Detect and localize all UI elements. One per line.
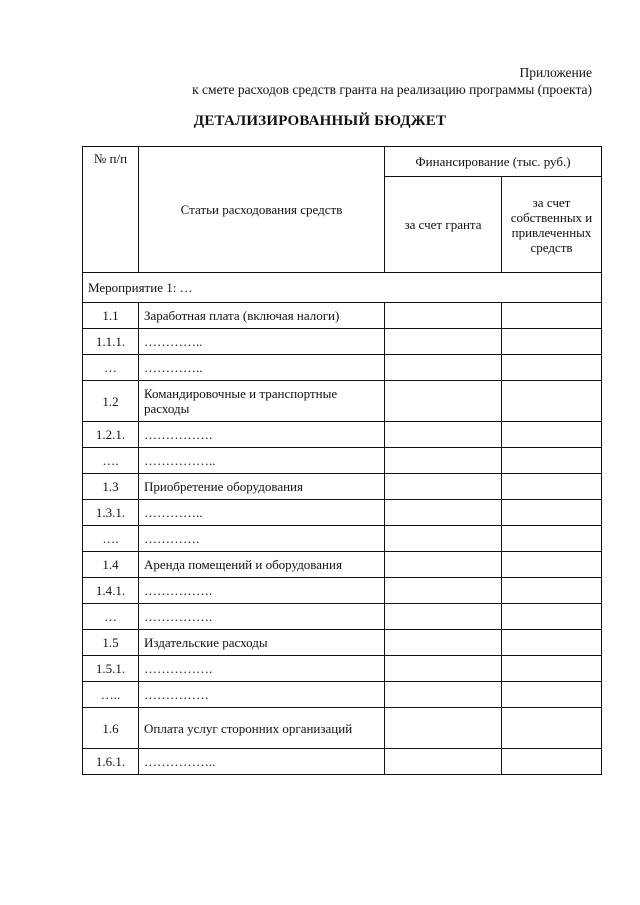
row-grant-cell (385, 381, 502, 422)
row-grant-cell (385, 448, 502, 474)
row-own-funds-cell (502, 578, 602, 604)
table-row (83, 578, 602, 604)
row-own-funds-cell (502, 448, 602, 474)
row-grant-cell (385, 604, 502, 630)
row-item-cell: …………… (139, 682, 385, 708)
table-row (83, 604, 602, 630)
row-item-cell: ………….. (139, 329, 385, 355)
table-header-row (83, 147, 602, 177)
row-own-funds-cell (502, 303, 602, 329)
row-item-cell: Заработная плата (включая налоги) (139, 303, 385, 329)
row-number-cell: 1.4 (83, 552, 139, 578)
row-item-cell: Приобретение оборудования (139, 474, 385, 500)
row-number-cell: 1.4.1. (83, 578, 139, 604)
row-own-funds-cell (502, 329, 602, 355)
row-item-cell: ………….. (139, 500, 385, 526)
row-own-funds-cell (502, 474, 602, 500)
row-grant-cell (385, 578, 502, 604)
event-row-label: Мероприятие 1: … (83, 273, 602, 303)
row-number-cell: 1.1 (83, 303, 139, 329)
table-row (83, 708, 602, 749)
row-item-cell: Оплата услуг сторонних организаций (139, 708, 385, 749)
budget-table-body (83, 147, 602, 775)
row-item-cell: ………….. (139, 355, 385, 381)
table-row (83, 381, 602, 422)
row-own-funds-cell (502, 656, 602, 682)
row-item-cell: …………….. (139, 448, 385, 474)
row-number-cell: … (83, 355, 139, 381)
row-grant-cell (385, 355, 502, 381)
row-item-cell: …………. (139, 526, 385, 552)
row-grant-cell (385, 552, 502, 578)
row-own-funds-cell (502, 749, 602, 775)
table-row (83, 448, 602, 474)
table-row (83, 630, 602, 656)
row-grant-cell (385, 422, 502, 448)
appendix-label: Приложение (519, 65, 592, 80)
table-row (83, 682, 602, 708)
row-number-cell: …. (83, 448, 139, 474)
row-own-funds-cell (502, 630, 602, 656)
header-number-cell: № п/п (83, 147, 139, 273)
row-grant-cell (385, 630, 502, 656)
row-item-cell: …………….. (139, 749, 385, 775)
row-grant-cell (385, 708, 502, 749)
table-row (83, 656, 602, 682)
row-number-cell: 1.3.1. (83, 500, 139, 526)
row-item-cell: Издательские расходы (139, 630, 385, 656)
table-row (83, 329, 602, 355)
row-number-cell: 1.2.1. (83, 422, 139, 448)
table-row (83, 474, 602, 500)
row-own-funds-cell (502, 682, 602, 708)
row-own-funds-cell (502, 604, 602, 630)
row-item-cell: ……………. (139, 656, 385, 682)
row-item-cell: ……………. (139, 422, 385, 448)
row-item-cell: ……………. (139, 604, 385, 630)
row-item-cell: Командировочные и транспортные расходы (139, 381, 385, 422)
row-grant-cell (385, 474, 502, 500)
table-row (83, 526, 602, 552)
row-number-cell: 1.2 (83, 381, 139, 422)
row-number-cell: 1.6.1. (83, 749, 139, 775)
row-grant-cell (385, 656, 502, 682)
row-own-funds-cell (502, 422, 602, 448)
budget-table (82, 146, 602, 775)
table-row (83, 422, 602, 448)
row-number-cell: 1.6 (83, 708, 139, 749)
row-own-funds-cell (502, 381, 602, 422)
row-item-cell: ……………. (139, 578, 385, 604)
row-number-cell: 1.3 (83, 474, 139, 500)
row-number-cell: 1.5.1. (83, 656, 139, 682)
header-financing-cell: Финансирование (тыс. руб.) (385, 147, 602, 177)
row-own-funds-cell (502, 355, 602, 381)
row-own-funds-cell (502, 526, 602, 552)
row-grant-cell (385, 500, 502, 526)
row-number-cell: 1.5 (83, 630, 139, 656)
row-own-funds-cell (502, 708, 602, 749)
row-grant-cell (385, 682, 502, 708)
row-grant-cell (385, 329, 502, 355)
row-grant-cell (385, 303, 502, 329)
header-grant-cell: за счет гранта (385, 177, 502, 273)
table-row (83, 552, 602, 578)
row-number-cell: ….. (83, 682, 139, 708)
table-row (83, 355, 602, 381)
table-row (83, 303, 602, 329)
row-number-cell: … (83, 604, 139, 630)
document-title: ДЕТАЛИЗИРОВАННЫЙ БЮДЖЕТ (193, 113, 447, 129)
table-row (83, 749, 602, 775)
header-items-cell: Статьи расходования средств (139, 147, 385, 273)
appendix-subtitle: к смете расходов средств гранта на реализацию программы (проекта) (192, 82, 592, 97)
row-own-funds-cell (502, 500, 602, 526)
row-number-cell: …. (83, 526, 139, 552)
row-item-cell: Аренда помещений и оборудования (139, 552, 385, 578)
row-number-cell: 1.1.1. (83, 329, 139, 355)
row-grant-cell (385, 526, 502, 552)
row-own-funds-cell (502, 552, 602, 578)
table-row (83, 500, 602, 526)
row-grant-cell (385, 749, 502, 775)
event-row (83, 273, 602, 303)
header-own-funds-cell: за счет собственных и привлеченных средств (502, 177, 602, 273)
